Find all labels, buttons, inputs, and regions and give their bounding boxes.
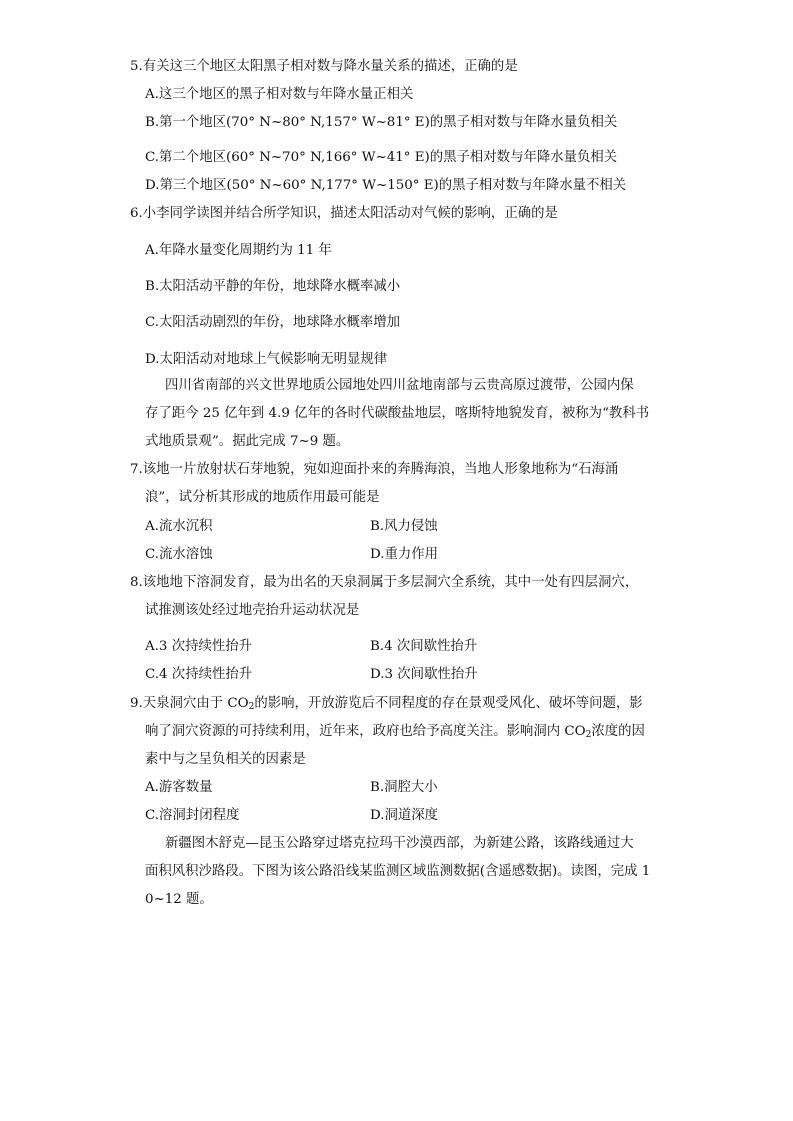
q5-option-c: C.第二个地区(60° N~70° N,166° W~41° E)的黑子相对数与年降水量负相关 bbox=[145, 150, 618, 165]
q9-stem-text-1: 9.天泉洞穴由于 CO bbox=[130, 696, 249, 711]
q7-option-c: C.流水溶蚀 bbox=[145, 547, 213, 562]
q6-option-d: D.太阳活动对地球上气候影响无明显规律 bbox=[145, 352, 388, 367]
passage2-line-3: 0~12 题。 bbox=[145, 892, 213, 907]
q9-stem-text-2: 的影响，开放游览后不同程度的存在景观受风化、破坏等问题，影 bbox=[254, 696, 643, 711]
q8-option-a: A.3 次持续性抬升 bbox=[145, 639, 253, 654]
q9-option-a: A.游客数量 bbox=[145, 780, 213, 795]
q7-stem-line-1: 7.该地一片放射状石芽地貌，宛如迎面扑来的奔腾海浪，当地人形象地称为“石海涌 bbox=[130, 462, 619, 477]
q5-option-d: D.第三个地区(50° N~60° N,177° W~150° E)的黑子相对数与年降水量不相关 bbox=[145, 178, 627, 193]
q8-option-c: C.4 次持续性抬升 bbox=[145, 667, 253, 682]
q9-option-b: B.洞腔大小 bbox=[370, 780, 438, 795]
q7-option-b: B.风力侵蚀 bbox=[370, 519, 438, 534]
q5-option-a: A.这三个地区的黑子相对数与年降水量正相关 bbox=[145, 87, 414, 102]
q9-stem-line-2 bbox=[145, 723, 645, 741]
passage2-line-1: 新疆图木舒克—昆玉公路穿过塔克拉玛干沙漠西部，为新建公路，该路线通过大 bbox=[165, 836, 634, 851]
q9-stem-text-3: 响了洞穴资源的可持续利用，近年来，政府也给予高度关注。影响洞内 CO bbox=[145, 724, 586, 739]
q5-stem: 5.有关这三个地区太阳黑子相对数与降水量关系的描述，正确的是 bbox=[130, 59, 518, 74]
q7-option-a: A.流水沉积 bbox=[145, 519, 213, 534]
q9-stem-line-3: 素中与之呈负相关的因素是 bbox=[145, 752, 306, 767]
q8-option-b: B.4 次间歇性抬升 bbox=[370, 639, 478, 654]
q6-stem: 6.小李同学读图并结合所学知识，描述太阳活动对气候的影响，正确的是 bbox=[130, 206, 558, 221]
passage2-line-2: 面积风积沙路段。下图为该公路沿线某监测区域监测数据(含遥感数据)。读图，完成 1 bbox=[145, 864, 651, 879]
q8-stem-line-1: 8.该地地下溶洞发育，最为出名的天泉洞属于多层洞穴全系统，其中一处有四层洞穴， bbox=[130, 575, 639, 590]
q9-option-d: D.洞道深度 bbox=[370, 808, 439, 823]
q5-option-b: B.第一个地区(70° N~80° N,157° W~81° E)的黑子相对数与年降水量负相关 bbox=[145, 115, 618, 130]
passage1-line-3: 式地质景观”。据此完成 7~9 题。 bbox=[145, 434, 350, 449]
q6-option-c: C.太阳活动剧烈的年份，地球降水概率增加 bbox=[145, 315, 401, 330]
q6-option-b: B.太阳活动平静的年份，地球降水概率减小 bbox=[145, 279, 401, 294]
q9-option-c: C.溶洞封闭程度 bbox=[145, 808, 240, 823]
q9-stem-line-1 bbox=[130, 695, 643, 713]
q7-option-d: D.重力作用 bbox=[370, 547, 439, 562]
passage1-line-1: 四川省南部的兴文世界地质公园地处四川盆地南部与云贵高原过渡带，公园内保 bbox=[165, 378, 634, 393]
passage1-line-2: 存了距今 25 亿年到 4.9 亿年的各时代碳酸盐地层，喀斯特地貌发育，被称为“教科书 bbox=[145, 406, 650, 421]
q6-option-a: A.年降水量变化周期约为 11 年 bbox=[145, 243, 332, 258]
q7-stem-line-2: 浪”，试分析其形成的地质作用最可能是 bbox=[145, 490, 380, 505]
co2-subscript: 2 bbox=[248, 702, 255, 712]
q8-stem-line-2: 试推测该处经过地壳抬升运动状况是 bbox=[145, 603, 360, 618]
co2-subscript: 2 bbox=[585, 730, 592, 740]
q9-stem-text-4: 浓度的因 bbox=[591, 724, 645, 739]
q8-option-d: D.3 次间歇性抬升 bbox=[370, 667, 478, 682]
